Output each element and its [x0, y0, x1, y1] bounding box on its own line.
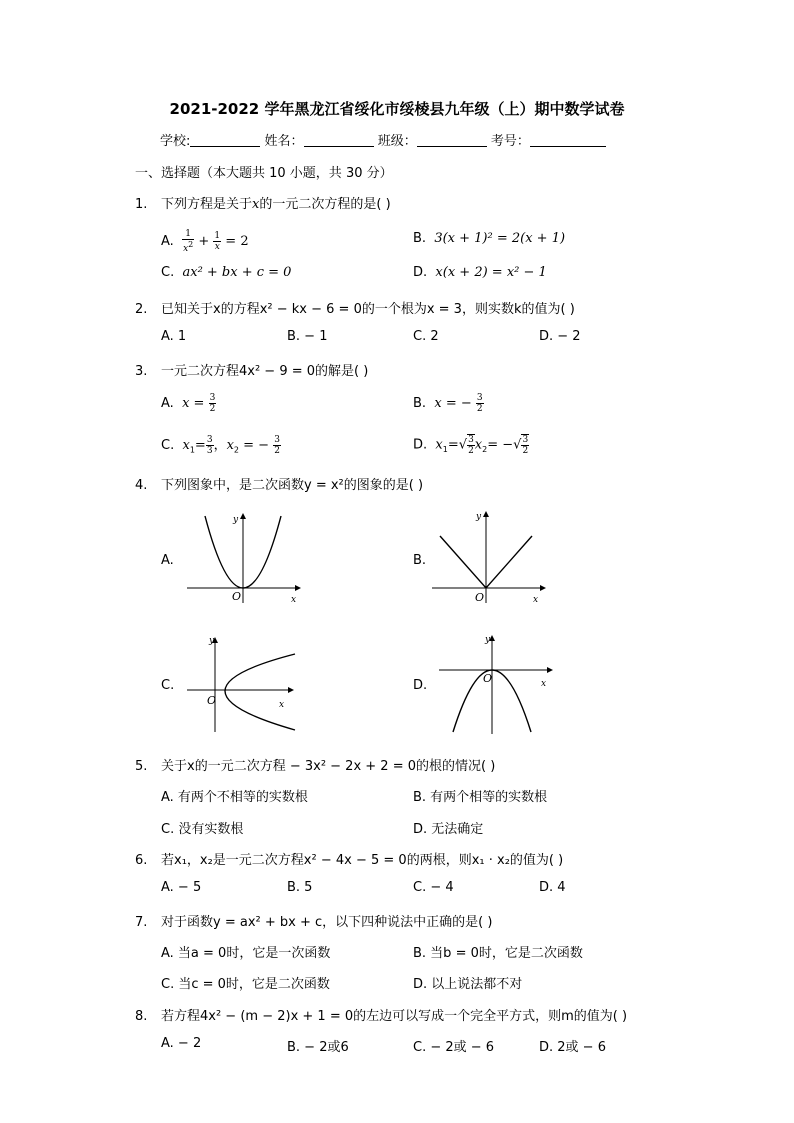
y-axis-label: y	[209, 636, 215, 646]
question-text: 下列方程是关于	[161, 197, 253, 212]
option-label: D.	[413, 437, 428, 453]
origin-label: O	[475, 591, 485, 604]
q1-option-c	[161, 265, 291, 280]
option-expr: x(x + 2) = x² − 1	[435, 265, 547, 280]
question-text: 的一元二次方程的是( )	[259, 197, 391, 212]
question-number: 1.	[135, 197, 148, 212]
q2-option-d: D. − 2	[539, 329, 581, 344]
q4-option-c-label: C.	[161, 678, 175, 693]
question-4	[135, 474, 423, 493]
option-label: A.	[161, 234, 174, 249]
question-number: 6.	[135, 853, 148, 868]
number-blank[interactable]	[530, 132, 606, 147]
q5-option-d: D. 无法确定	[413, 822, 484, 837]
q8-option-a: A. − 2	[161, 1036, 202, 1051]
q2-option-c: C. 2	[413, 329, 439, 344]
option-label: B.	[413, 231, 427, 246]
exam-title: 2021-2022 学年黑龙江省绥化市绥棱县九年级（上）期中数学试卷	[169, 100, 625, 118]
question-2	[135, 298, 575, 317]
student-info-line	[160, 130, 606, 149]
q8-option-b: B. − 2或6	[287, 1040, 349, 1055]
question-text: 一元二次方程4x² − 9 = 0的解是( )	[161, 364, 369, 379]
q6-option-c: C. − 4	[413, 880, 454, 895]
option-label: C.	[161, 265, 175, 280]
x-axis-label: x	[279, 700, 285, 710]
graph-b-v-shape	[430, 508, 555, 608]
question-3	[135, 360, 368, 379]
x-axis-label: x	[291, 595, 297, 605]
section-heading: 一、选择题（本大题共 10 小题，共 30 分）	[135, 166, 393, 181]
q7-option-b: B. 当b = 0时，它是二次函数	[413, 946, 583, 961]
question-text: 已知关于x的方程x² − kx − 6 = 0的一个根为x = 3，则实数k的值为( )	[161, 302, 575, 317]
q4-option-a-label: A.	[161, 553, 174, 568]
q8-option-c: C. − 2或 − 6	[413, 1040, 495, 1055]
q3-option-b: B. x = − $\frac{3}{2}$	[413, 393, 483, 414]
q7-option-d: D. 以上说法都不对	[413, 977, 523, 992]
question-var: x	[252, 197, 260, 212]
origin-label: O	[207, 694, 217, 707]
q6-option-d: D. 4	[539, 880, 566, 895]
question-text: 若x₁，x₂是一元二次方程x² − 4x − 5 = 0的两根，则x₁ · x₂的值为( )	[161, 853, 564, 868]
x-axis-label: x	[541, 679, 547, 689]
x-axis-label: x	[533, 595, 539, 605]
number-label: 考号：	[490, 134, 530, 149]
question-text: 下列图象中，是二次函数y = x²的图象的是( )	[161, 478, 424, 493]
question-number: 7.	[135, 915, 148, 930]
q6-option-a: A. − 5	[161, 880, 202, 895]
q1-option-d	[413, 265, 547, 280]
question-8	[135, 1005, 627, 1024]
q1-option-b	[413, 231, 565, 246]
name-blank[interactable]	[304, 132, 374, 147]
q3-option-d: D. $x_1=√$ $\frac{3}{2}$ $x_2=$ −√ $\frac{3}{2}$	[413, 435, 529, 456]
school-blank[interactable]	[190, 132, 260, 147]
graph-d-downward-parabola	[437, 632, 562, 737]
question-7	[135, 911, 492, 930]
school-label: 学校:	[160, 134, 191, 149]
q1-option-a: A. $\frac{1}{x^2}$ + $\frac{1}{x}$ = 2	[161, 229, 249, 254]
name-label: 姓名：	[264, 134, 304, 149]
question-text: 若方程4x² − (m − 2)x + 1 = 0的左边可以写成一个完全平方式，则m的值为( )	[161, 1009, 628, 1024]
option-expr: 3(x + 1)² = 2(x + 1)	[434, 231, 566, 246]
question-number: 4.	[135, 478, 148, 493]
class-blank[interactable]	[417, 132, 487, 147]
option-label: A.	[161, 396, 174, 411]
q7-option-a: A. 当a = 0时，它是一次函数	[161, 946, 331, 961]
q2-option-b: B. − 1	[287, 329, 328, 344]
y-axis-label: y	[476, 512, 482, 522]
graph-c-sideways-parabola	[185, 632, 310, 737]
question-6	[135, 849, 563, 868]
class-label: 班级：	[377, 134, 417, 149]
origin-label: O	[232, 590, 242, 603]
q4-option-d-label: D.	[413, 678, 428, 693]
question-number: 2.	[135, 302, 148, 317]
question-text: 对于函数y = ax² + bx + c，以下四种说法中正确的是( )	[161, 915, 493, 930]
q6-option-b: B. 5	[287, 880, 313, 895]
option-expr: ax² + bx + c = 0	[182, 265, 292, 280]
y-axis-label: y	[485, 635, 491, 645]
question-number: 8.	[135, 1009, 148, 1024]
q5-option-a: A. 有两个不相等的实数根	[161, 790, 308, 805]
origin-label: O	[483, 672, 493, 685]
question-number: 5.	[135, 759, 148, 774]
option-label: D.	[413, 265, 428, 280]
option-label: C.	[161, 438, 175, 453]
q4-option-b-label: B.	[413, 553, 427, 568]
q5-option-c: C. 没有实数根	[161, 822, 244, 837]
q5-option-b: B. 有两个相等的实数根	[413, 790, 548, 805]
graph-a-upward-parabola	[185, 508, 310, 608]
q7-option-c: C. 当c = 0时，它是二次函数	[161, 977, 330, 992]
q8-option-d: D. 2或 − 6	[539, 1040, 606, 1055]
y-axis-label: y	[233, 515, 239, 525]
q3-option-a: A. x = $\frac{3}{2}$	[161, 393, 216, 414]
question-text: 关于x的一元二次方程 − 3x² − 2x + 2 = 0的根的情况( )	[161, 759, 496, 774]
q2-option-a: A. 1	[161, 329, 187, 344]
q3-option-c: C. $x_1=$ $\frac{3}{3}$ ，$x_2$ = − $\frac{3}{2}$	[161, 435, 280, 456]
option-label: B.	[413, 396, 427, 411]
question-1	[135, 193, 391, 212]
question-number: 3.	[135, 364, 148, 379]
question-5	[135, 755, 495, 774]
